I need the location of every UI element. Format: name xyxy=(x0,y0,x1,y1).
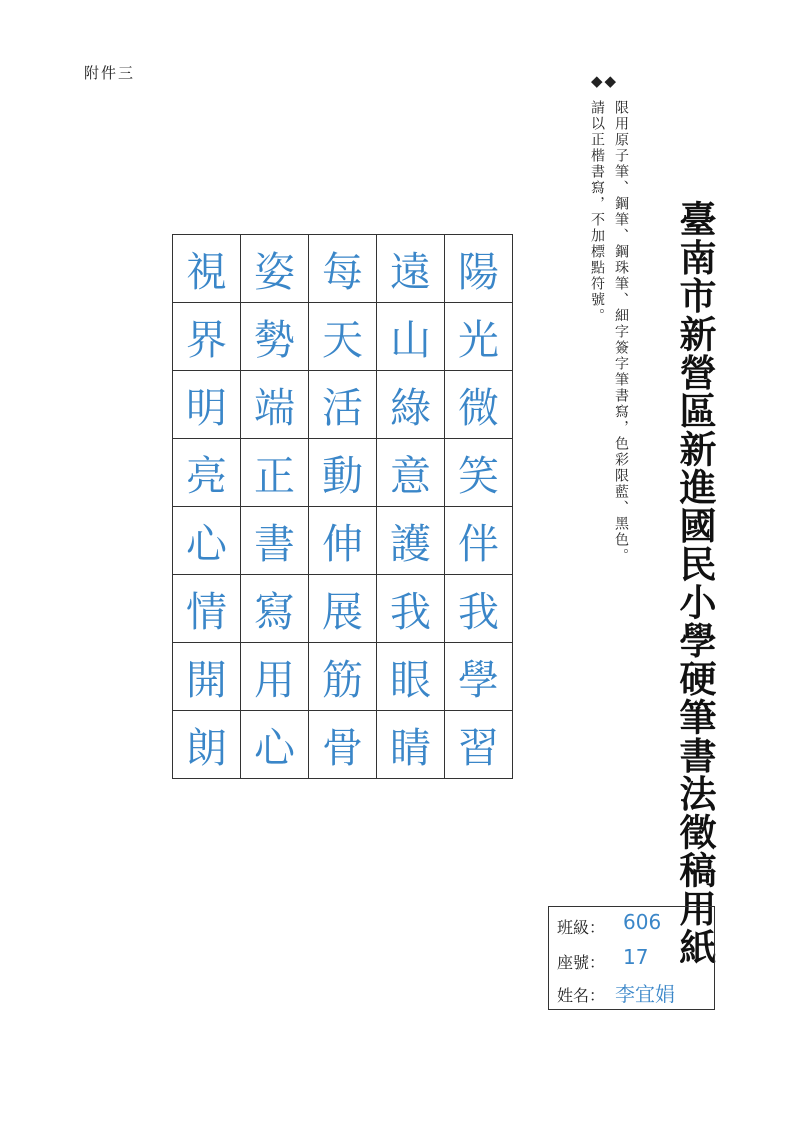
grid-cell: 書 xyxy=(241,507,309,575)
grid-cell: 山 xyxy=(377,303,445,371)
class-value: 606 xyxy=(623,910,662,934)
grid-cell: 學 xyxy=(445,643,513,711)
grid-cell: 心 xyxy=(241,711,309,779)
grid-cell: 心 xyxy=(173,507,241,575)
grid-row xyxy=(173,507,513,575)
grid-cell: 伸 xyxy=(309,507,377,575)
grid-row xyxy=(173,303,513,371)
grid-cell: 我 xyxy=(377,575,445,643)
grid-row xyxy=(173,235,513,303)
instruction-line-2: 請以正楷書寫，不加標點符號。 xyxy=(589,100,605,324)
calligraphy-grid xyxy=(172,234,513,779)
grid-cell: 眼 xyxy=(377,643,445,711)
diamond-bullets-icon: ◆◆ xyxy=(591,72,619,90)
grid-cell: 筋 xyxy=(309,643,377,711)
grid-cell: 界 xyxy=(173,303,241,371)
grid-cell: 我 xyxy=(445,575,513,643)
grid-cell: 情 xyxy=(173,575,241,643)
grid-cell: 端 xyxy=(241,371,309,439)
grid-cell: 笑 xyxy=(445,439,513,507)
grid-row xyxy=(173,711,513,779)
grid-cell: 動 xyxy=(309,439,377,507)
instruction-line-1: 限用原子筆、鋼筆、鋼珠筆、細字簽字筆書寫，色彩限藍、黑色。 xyxy=(613,100,629,564)
grid-cell: 亮 xyxy=(173,439,241,507)
grid-row xyxy=(173,439,513,507)
grid-cell: 骨 xyxy=(309,711,377,779)
grid-cell: 正 xyxy=(241,439,309,507)
grid-cell: 睛 xyxy=(377,711,445,779)
grid-cell: 習 xyxy=(445,711,513,779)
grid-row xyxy=(173,643,513,711)
attachment-label: 附件三 xyxy=(84,64,136,82)
grid-cell: 用 xyxy=(241,643,309,711)
grid-cell: 意 xyxy=(377,439,445,507)
grid-cell: 伴 xyxy=(445,507,513,575)
student-info-box xyxy=(548,906,715,1010)
grid-cell: 明 xyxy=(173,371,241,439)
page-title: 臺南市新營區新進國民小學硬筆書法徵稿用紙 xyxy=(673,200,717,966)
grid-cell: 陽 xyxy=(445,235,513,303)
grid-cell: 姿 xyxy=(241,235,309,303)
grid-cell: 天 xyxy=(309,303,377,371)
name-label: 姓名： xyxy=(557,986,606,1005)
grid-cell: 勢 xyxy=(241,303,309,371)
grid-cell: 寫 xyxy=(241,575,309,643)
seat-label: 座號： xyxy=(557,953,606,972)
class-label: 班級： xyxy=(557,918,606,937)
grid-row xyxy=(173,575,513,643)
grid-cell: 開 xyxy=(173,643,241,711)
grid-cell: 護 xyxy=(377,507,445,575)
seat-value: 17 xyxy=(623,945,649,969)
grid-cell: 朗 xyxy=(173,711,241,779)
grid-cell: 微 xyxy=(445,371,513,439)
grid-cell: 光 xyxy=(445,303,513,371)
grid-cell: 綠 xyxy=(377,371,445,439)
grid-row xyxy=(173,371,513,439)
grid-cell: 視 xyxy=(173,235,241,303)
grid-cell: 展 xyxy=(309,575,377,643)
name-value: 李宜娟 xyxy=(615,982,675,1006)
grid-cell: 遠 xyxy=(377,235,445,303)
grid-cell: 每 xyxy=(309,235,377,303)
grid-cell: 活 xyxy=(309,371,377,439)
